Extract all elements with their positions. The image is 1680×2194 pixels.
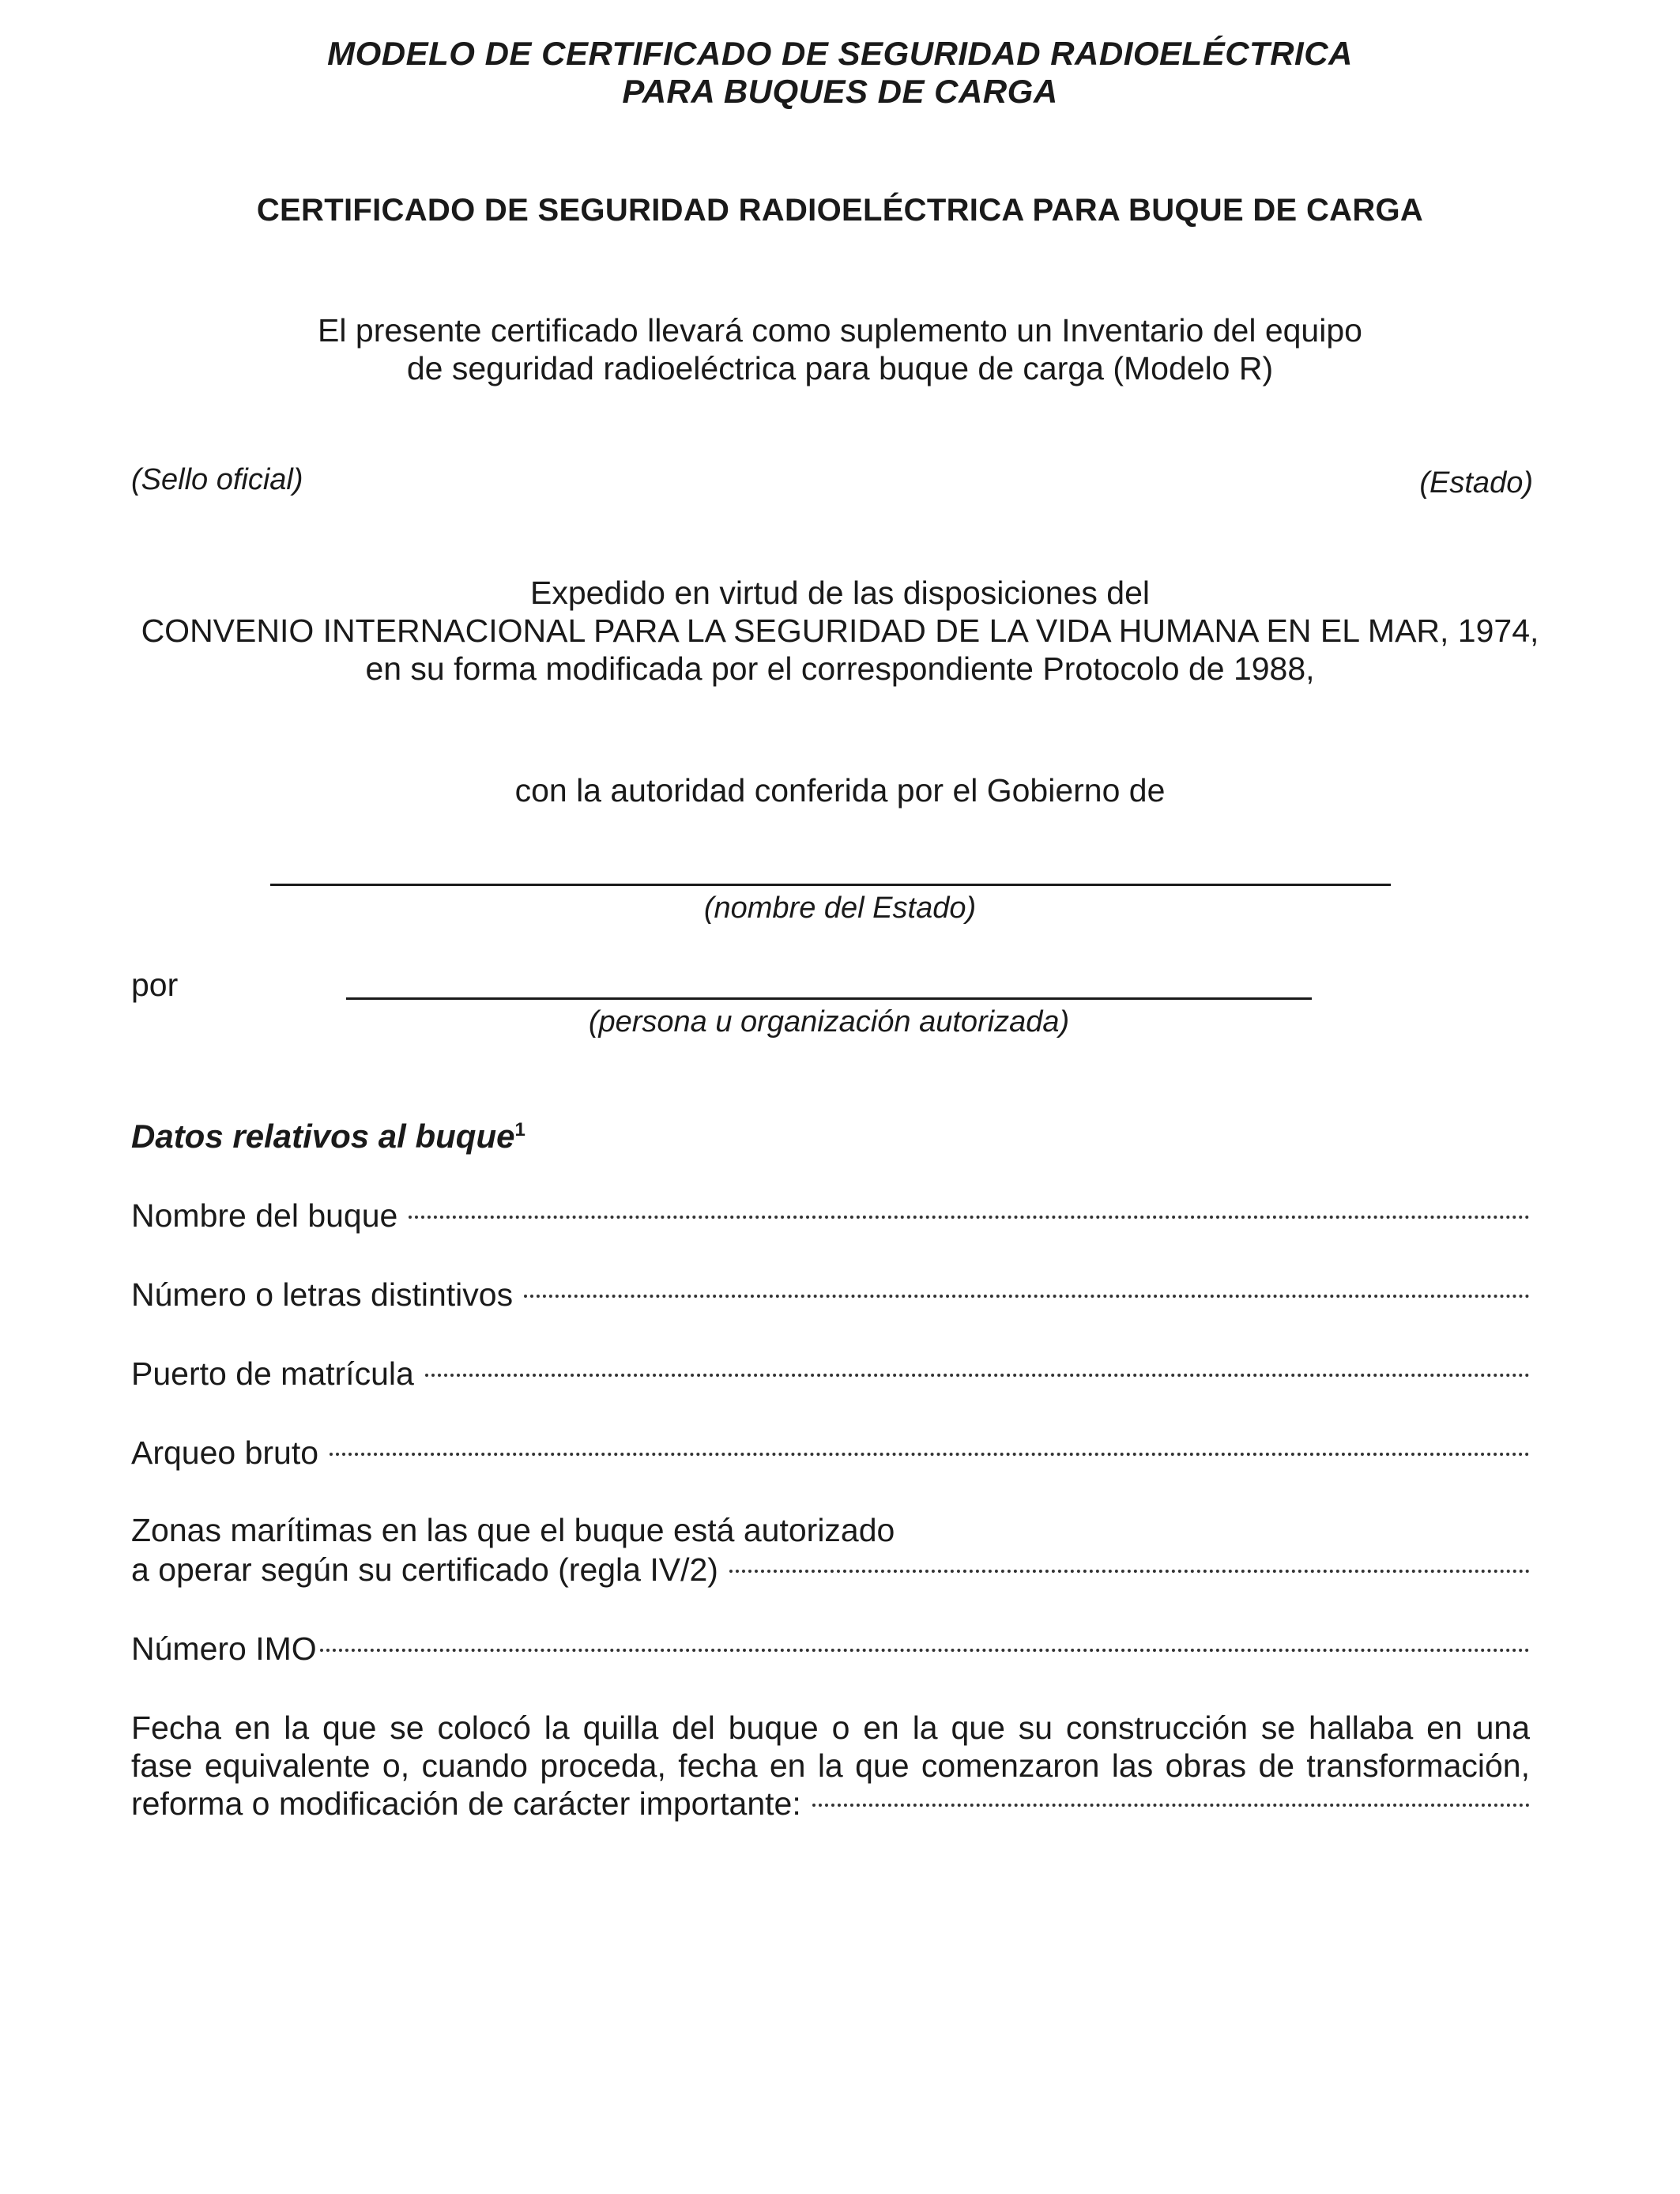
keel-date-field[interactable] bbox=[131, 1785, 1530, 1823]
form-header bbox=[0, 35, 1680, 111]
issued-line1: Expedido en virtud de las disposiciones del bbox=[529, 575, 1151, 611]
port-leader[interactable] bbox=[425, 1374, 1530, 1377]
intro-line2: de seguridad radioeléctrica para buque de carga (Modelo R) bbox=[406, 350, 1274, 386]
authorized-person-caption: (persona u organización autorizada) bbox=[588, 1005, 1070, 1039]
sea-areas-label-line1: Zonas marítimas en las que el buque está autorizado bbox=[131, 1512, 895, 1548]
seal-label: (Sello oficial) bbox=[131, 463, 303, 496]
ship-data-heading-text: Datos relativos al buque bbox=[131, 1118, 515, 1155]
distinctive-field[interactable] bbox=[131, 1276, 1530, 1314]
authority-line: con la autoridad conferida por el Gobierno de bbox=[514, 772, 1166, 809]
imo-number-field[interactable] bbox=[131, 1630, 1530, 1668]
keel-label-line3: reforma o modificación de carácter importante: bbox=[131, 1785, 801, 1822]
keel-label-line2: fase equivalente o, cuando proceda, fecha en la que comenzaron las obras de transformación, bbox=[131, 1747, 1530, 1784]
certificate-title: CERTIFICADO DE SEGURIDAD RADIOELÉCTRICA PARA BUQUE DE CARGA bbox=[256, 193, 1424, 228]
port-label: Puerto de matrícula bbox=[131, 1355, 414, 1392]
sea-areas-leader[interactable] bbox=[729, 1570, 1530, 1573]
issued-paragraph bbox=[0, 574, 1680, 688]
state-label: (Estado) bbox=[1419, 466, 1533, 499]
issued-line3: en su forma modificada por el correspondiente Protocolo de 1988, bbox=[365, 650, 1315, 687]
gross-tonnage-label: Arqueo bruto bbox=[131, 1434, 319, 1471]
ship-name-label: Nombre del buque bbox=[131, 1197, 398, 1234]
distinctive-leader[interactable] bbox=[524, 1295, 1530, 1298]
ship-name-field[interactable] bbox=[131, 1197, 1530, 1235]
issued-line2: CONVENIO INTERNACIONAL PARA LA SEGURIDAD DE LA VIDA HUMANA EN EL MAR, 1974, bbox=[141, 613, 1539, 649]
intro-line1: El presente certificado llevará como suplemento un Inventario del equipo bbox=[318, 312, 1362, 349]
state-name-caption: (nombre del Estado) bbox=[703, 892, 977, 925]
por-label: por bbox=[131, 967, 179, 1003]
sea-areas-label-line2: a operar según su certificado (regla IV/2) bbox=[131, 1551, 718, 1588]
gross-tonnage-field[interactable] bbox=[131, 1434, 1530, 1472]
ship-name-leader[interactable] bbox=[409, 1216, 1530, 1219]
imo-number-label: Número IMO bbox=[131, 1630, 317, 1667]
gross-tonnage-leader[interactable] bbox=[330, 1453, 1530, 1456]
footnote-marker: 1 bbox=[514, 1119, 525, 1140]
keel-date-leader[interactable] bbox=[812, 1804, 1530, 1807]
sea-areas-field[interactable] bbox=[131, 1551, 1530, 1589]
form-header-line2: PARA BUQUES DE CARGA bbox=[622, 73, 1058, 110]
imo-number-leader[interactable] bbox=[320, 1649, 1530, 1652]
form-header-line1: MODELO DE CERTIFICADO DE SEGURIDAD RADIOELÉCTRICA bbox=[327, 35, 1353, 72]
intro-paragraph bbox=[0, 311, 1680, 387]
authorized-person-line[interactable] bbox=[346, 997, 1312, 1000]
keel-label-line1: Fecha en la que se colocó la quilla del buque o en la que su construcción se hallaba en una bbox=[131, 1710, 1530, 1746]
port-field[interactable] bbox=[131, 1355, 1530, 1393]
ship-data-heading bbox=[131, 1118, 525, 1155]
distinctive-label: Número o letras distintivos bbox=[131, 1276, 514, 1313]
state-name-line[interactable] bbox=[270, 884, 1391, 886]
